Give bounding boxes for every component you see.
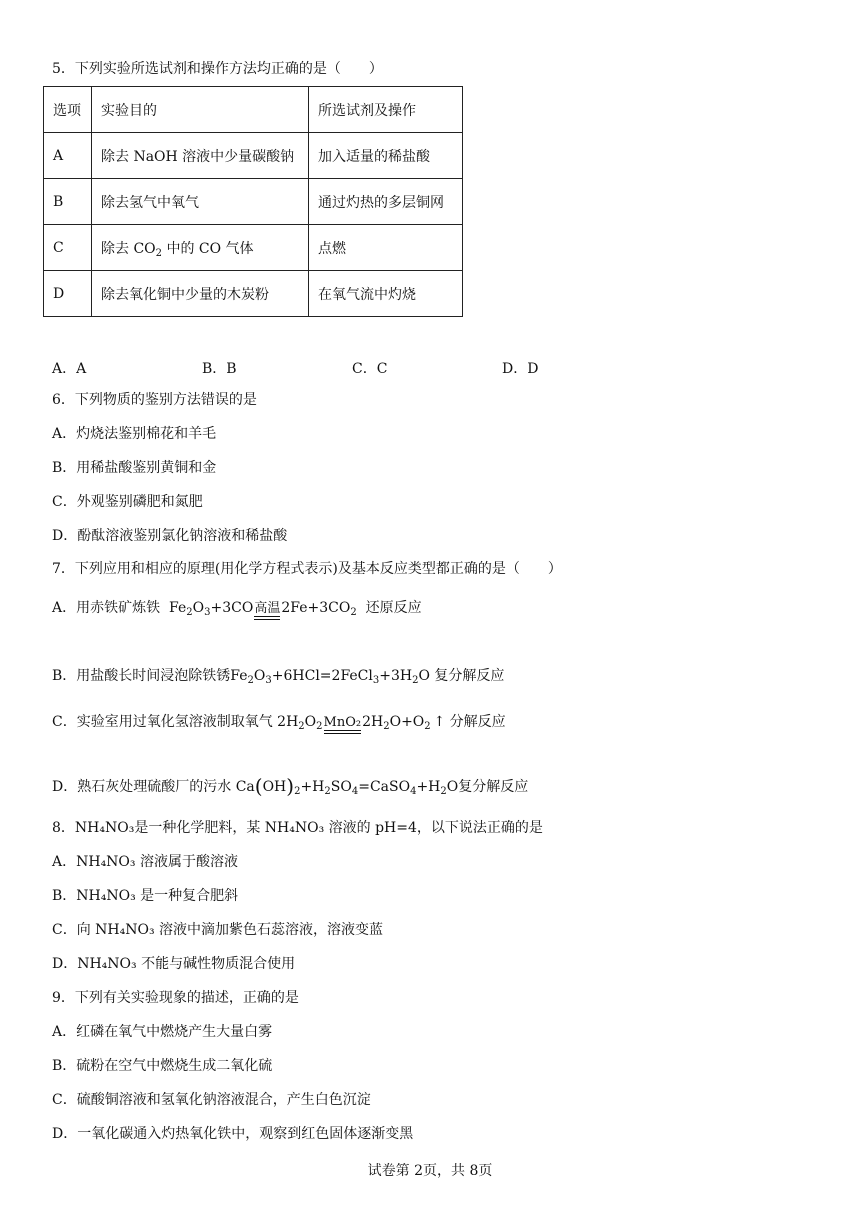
page-footer: 试卷第 2页，共 8页 (367, 1163, 493, 1179)
table-cell-option: C (44, 225, 92, 271)
table-header-cell: 所选试剂及操作 (309, 87, 463, 133)
reaction-type: 还原反应 (365, 600, 422, 616)
q6-option-d: D．酚酞溶液鉴别氯化钠溶液和稀盐酸 (52, 528, 288, 544)
q9-option-a: A．红磷在氧气中燃烧产生大量白雾 (52, 1024, 273, 1040)
table-row (44, 179, 463, 225)
q5-option-b: B．B (202, 361, 237, 377)
q8-stem: 8．NH₄NO₃是一种化学肥料，某 NH₄NO₃ 溶液的 pH=4，以下说法正确的是 (52, 820, 543, 836)
subscript: 2 (155, 247, 163, 259)
q8-option-b: B．NH₄NO₃ 是一种复合肥斜 (52, 888, 239, 904)
q6-option-b: B．用稀盐酸鉴别黄铜和金 (52, 460, 217, 476)
table-cell-goal (92, 225, 309, 271)
table-row (44, 133, 463, 179)
table-header-cell: 选项 (44, 87, 92, 133)
q6-option-a: A．灼烧法鉴别棉花和羊毛 (52, 426, 217, 442)
table-cell-method: 在氧气流中灼烧 (309, 271, 463, 317)
table-cell-option: B (44, 179, 92, 225)
q9-option-c: C．硫酸铜溶液和氢氧化钠溶液混合，产生白色沉淀 (52, 1092, 371, 1108)
q8-option-d: D．NH₄NO₃ 不能与碱性物质混合使用 (52, 956, 296, 972)
q9-option-b: B．硫粉在空气中燃烧生成二氧化硫 (52, 1058, 273, 1074)
option-label: C．实验室用过氧化氢溶液制取氧气 (52, 714, 273, 730)
table-cell-method: 加入适量的稀盐酸 (309, 133, 463, 179)
table-row (44, 271, 463, 317)
q8-option-c: C．向 NH₄NO₃ 溶液中滴加紫色石蕊溶液，溶液变蓝 (52, 922, 384, 938)
q5-option-c: C．C (352, 361, 388, 377)
q7-stem: 7．下列应用和相应的原理(用化学方程式表示)及基本反应类型都正确的是（ ） (52, 561, 562, 577)
q5-option-a: A．A (52, 361, 87, 377)
table-row (44, 225, 463, 271)
q7-option-b (52, 666, 504, 686)
reaction-condition: 高温 (254, 602, 280, 620)
reaction-type: 分解反应 (449, 714, 506, 730)
q5-table (43, 86, 463, 317)
q8-option-a: A．NH₄NO₃ 溶液属于酸溶液 (52, 854, 238, 870)
equation: $2H_2O_2$ MnO₂ $2H_2O+O_2$ ↑ (277, 714, 446, 732)
q9-stem: 9．下列有关实验现象的描述，正确的是 (52, 990, 299, 1006)
reaction-type: 复分解反应 (458, 779, 529, 795)
table-cell-goal: 除去 NaOH 溶液中少量碳酸钠 (92, 133, 309, 179)
q7-option-c (52, 710, 506, 734)
table-header-row (44, 87, 463, 133)
table-header-cell: 实验目的 (92, 87, 309, 133)
q5-option-d: D．D (502, 361, 539, 377)
q6-stem: 6．下列物质的鉴别方法错误的是 (52, 392, 257, 408)
table-cell-option: D (44, 271, 92, 317)
table-cell-goal: 除去氧化铜中少量的木炭粉 (92, 271, 309, 317)
table-cell-goal: 除去氢气中氧气 (92, 179, 309, 225)
table-cell-option: A (44, 133, 92, 179)
table-cell-method: 通过灼热的多层铜网 (309, 179, 463, 225)
option-label: B．用盐酸长时间浸泡除铁锈 (52, 668, 231, 684)
table-cell-method: 点燃 (309, 225, 463, 271)
reaction-condition: MnO₂ (324, 716, 362, 734)
equation: $Fe_2O_3+6HCl=2FeCl_3+3H_2O$ (230, 668, 430, 686)
q6-option-c: C．外观鉴别磷肥和氮肥 (52, 494, 203, 510)
equation: $Fe_2O_3+3CO$ 高温 $2Fe+3CO_2$ (169, 600, 357, 618)
goal-text: 除去 CO (101, 240, 156, 257)
reaction-type: 复分解反应 (434, 668, 505, 684)
option-label: A．用赤铁矿炼铁 (52, 600, 161, 616)
q5-stem: 5．下列实验所选试剂和操作方法均正确的是（ ） (52, 61, 383, 77)
q7-option-a (52, 596, 422, 620)
equation: $Ca(OH)_2+H_2SO_4=CaSO_4+H_2O$ (235, 774, 459, 798)
goal-text: 中的 CO 气体 (162, 240, 254, 257)
q7-option-d (52, 776, 528, 797)
option-label: D．熟石灰处理硫酸厂的污水 (52, 779, 232, 795)
q9-option-d: D．一氧化碳通入灼热氧化铁中，观察到红色固体逐渐变黑 (52, 1126, 414, 1142)
